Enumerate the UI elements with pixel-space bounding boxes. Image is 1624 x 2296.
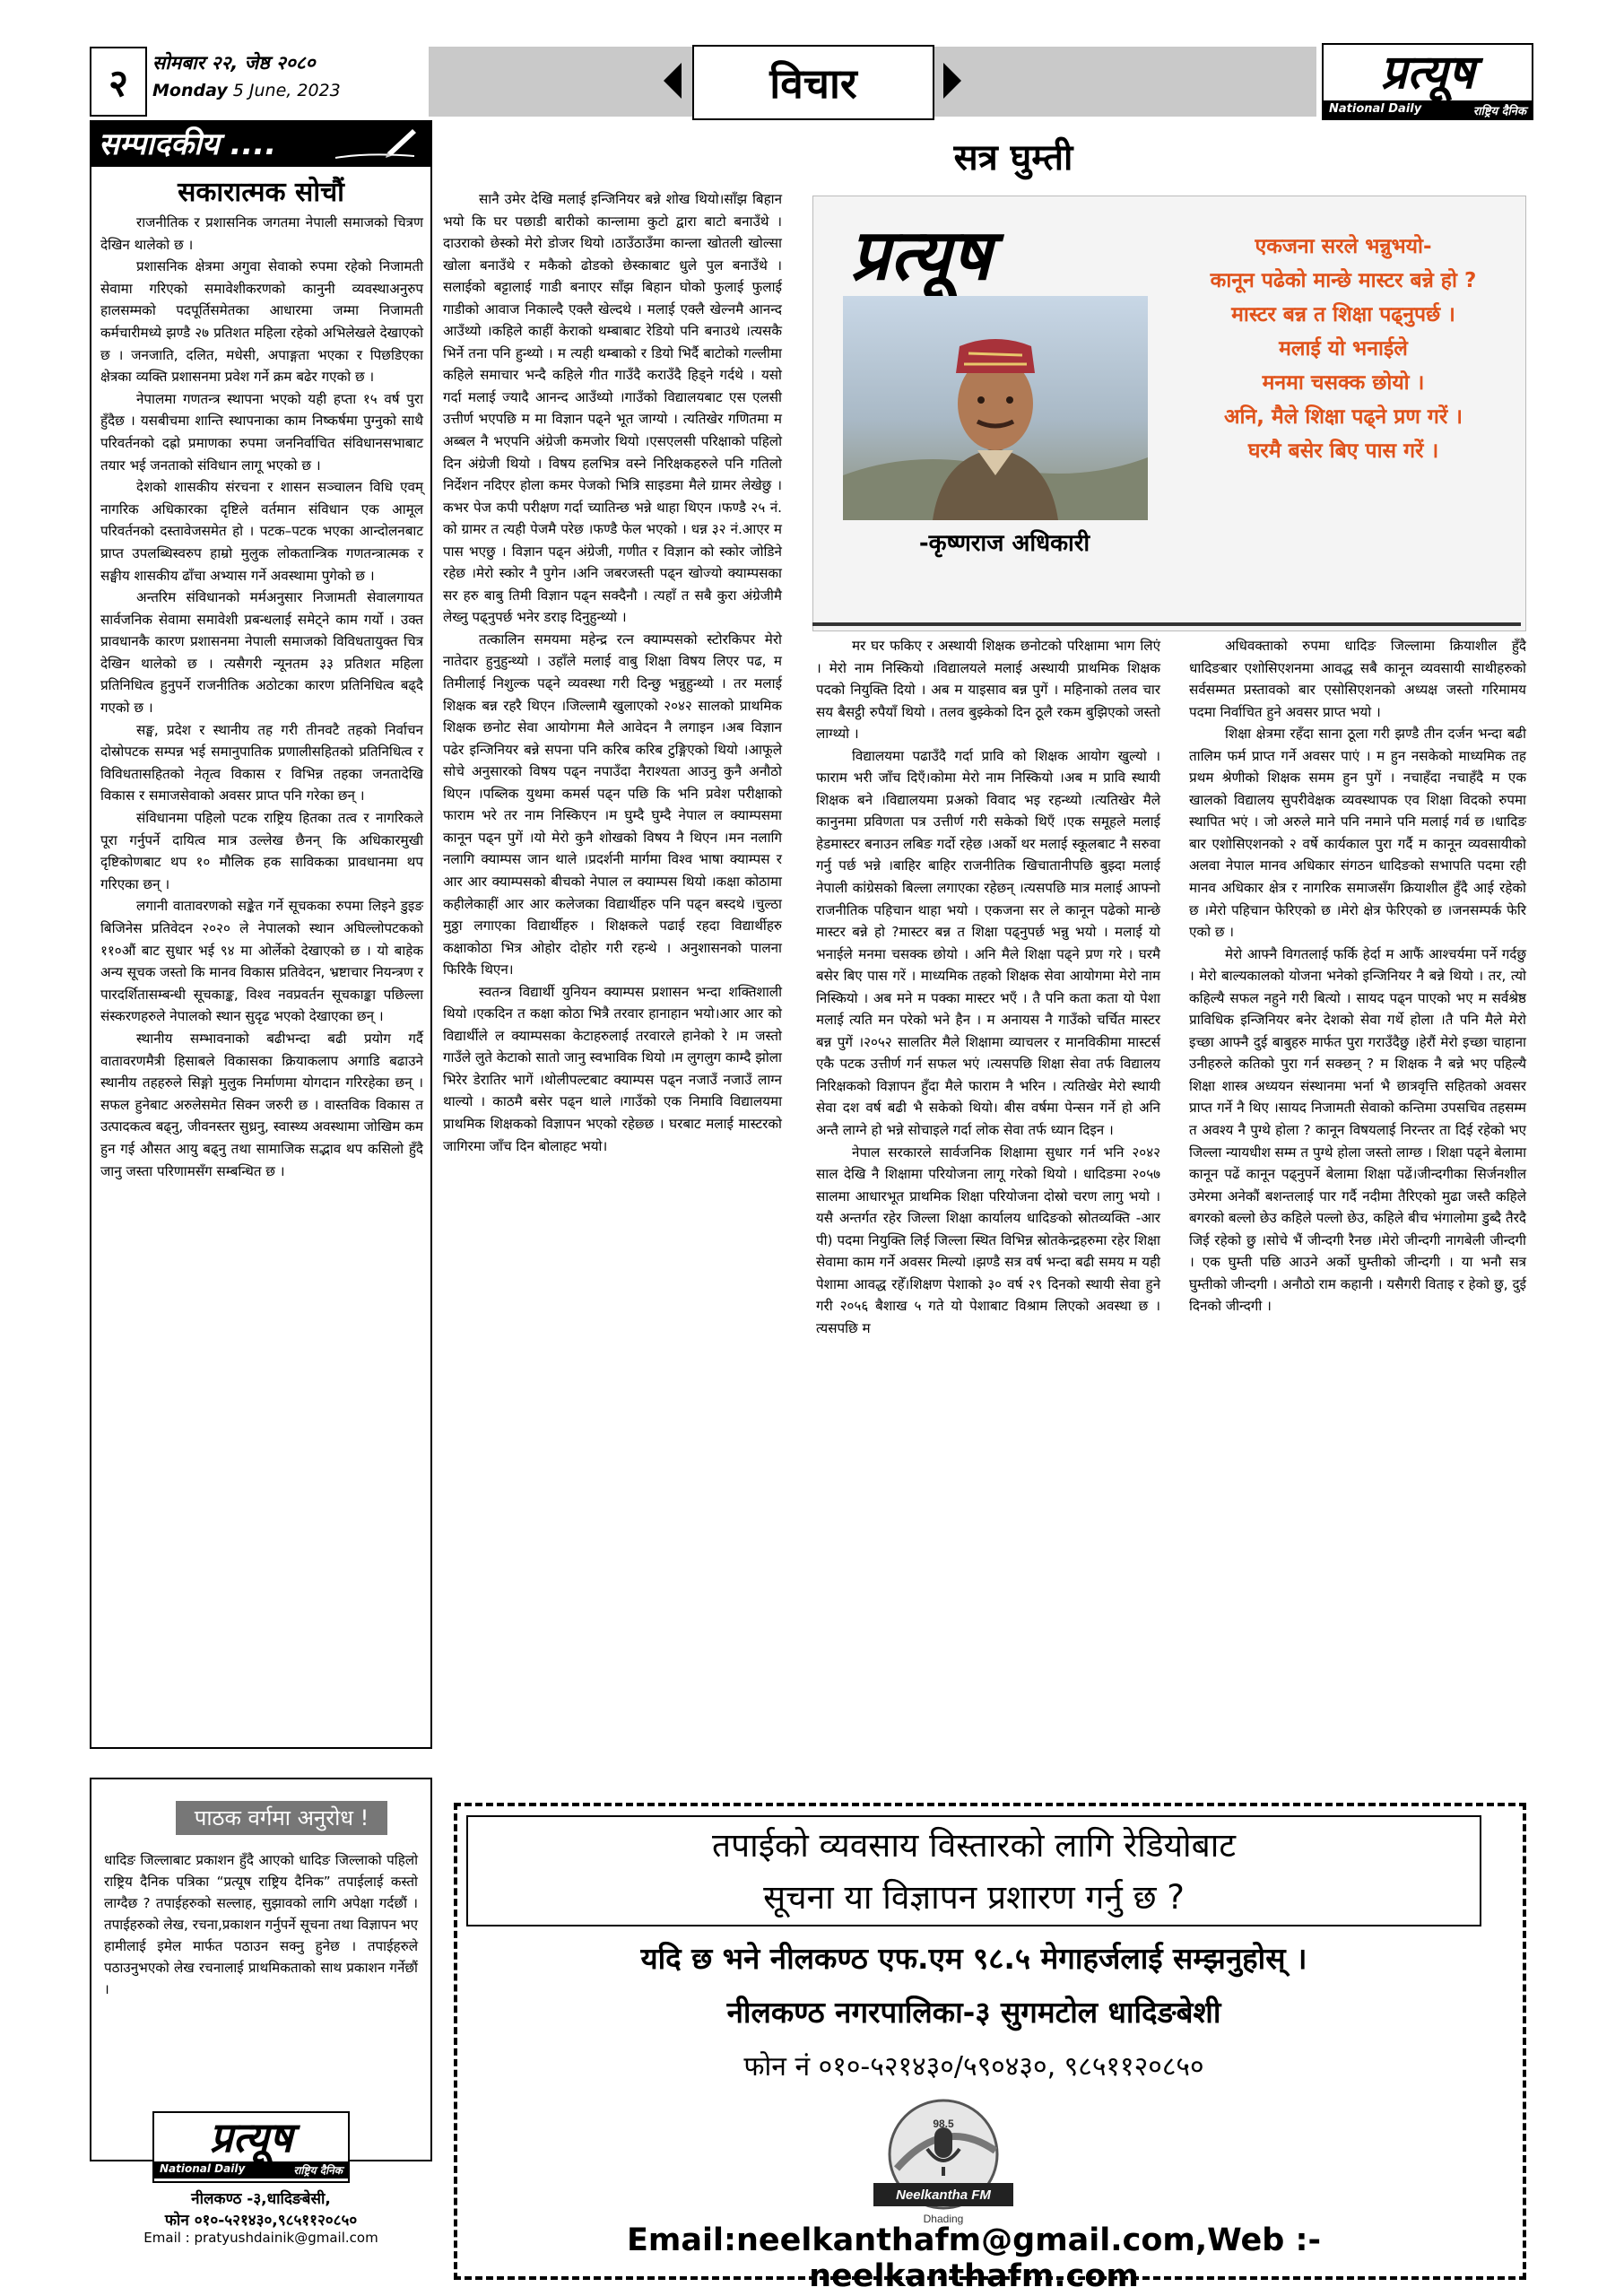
quote-line: कानून पढेको मान्छे मास्टर बन्ने हो ?: [1210, 269, 1477, 292]
date-english: [152, 81, 341, 100]
editorial-paragraph: संविधानमा पहिलो पटक राष्ट्रिय हितका तत्व र नागरिकले पूरा गर्नुपर्ने दायित्व मात्र उल्लेख छैनन् कि अधिकारमुखी दृष्टिकोणबाट थप १० मौलिक हक साविकका प्रावधानमा थप गरिएका छन् ।: [100, 810, 423, 892]
article-title: सत्र घुम्ती: [953, 137, 1073, 178]
article-column-1: [443, 188, 782, 1157]
quote-line: घरमै बसेर बिए पास गरें ।: [1247, 439, 1439, 463]
editorial-paragraph: स्थानीय सम्भावनाको बढीभन्दा बढी प्रयोग गर्दै वातावरणमैत्री हिसाबले विकासका क्रियाकलाप अगाडि बढाउने स्थानीय तहहरुले सिङ्गो मुलुक निर्माणमा योगदान गरिरहेका छन् । सफल हुनेबाट अरुलेसमेत सिक्न जरुरी छ । वास्तविक विकास त उत्पादकत्व बढ्नु, जीवनस्तर सुध्रनु, स्वास्थ्य अवस्थामा जोखिम कम हुन गई औसत आयु बढ्नु तथा सामाजिक सद्भाव थप कसिलो हुँदै जानु जस्ता परिणामसँग सम्बन्धित छ ।: [100, 1030, 423, 1179]
editorial-paragraph: प्रशासनिक क्षेत्रमा अगुवा सेवाको रुपमा रहेको निजामती सेवामा गरिएको समावेशीकरणको कानुनी व्यवस्थाअनुरुप हालसम्मको पदपूर्तिसमेतका आधारमा जम्मा निजामती कर्मचारीमध्ये झण्डै २७ प्रतिशत महिला रहेको अभिलेखले देखाएको छ । जनजाति, दलित, मधेसी, अपाङ्गता भएका र पिछडिएका क्षेत्रका व्यक्ति प्रशासनमा प्रवेश गर्ने क्रम बढेर गएको छ ।: [100, 258, 423, 386]
article-column-3: [1189, 635, 1526, 1318]
article-column-2: [816, 635, 1160, 1340]
author-photo-illustration: [843, 296, 1148, 520]
editorial-paragraph: सङ्घ, प्रदेश र स्थानीय तह गरी तीनवटै तहको निर्वाचन दोस्रोपटक सम्पन्न भई समानुपातिक प्रणालीसहितको प्रतिनिधित्व र विविधतासहितको नेतृत्व विकास र विभिन्न तहका जनतादेखि विकास र समाजसेवाको अवसर प्राप्त पनि गरेका छन् ।: [100, 721, 423, 804]
reader-notice-body: धादिङ जिल्लाबाट प्रकाशन हुँदै आएको धादिङ जिल्लाको पहिलो राष्ट्रिय दैनिक पत्रिका “प्रत्यूष राष्ट्रिय दैनिक” तपाईलाई कस्तो लाग्दैछ ? तपाईहरुको सल्लाह, सुझावको लागि अपेक्षा गर्दछौं । तपाईहरुको लेख, रचना,प्रकाशन गर्नुपर्ने सूचना तथा विज्ञापन भए हामीलाई इमेल मार्फत पठाउन सक्नु हुनेछ । तपाईहरुले पठाउनुभएको लेख रचनालाई प्राथमिकताको साथ प्रकाशन गर्नेछौं ।: [104, 1852, 418, 1997]
editorial-body: [100, 212, 423, 1182]
ad-line-2: सूचना या विज्ञापन प्रशारण गर्नु छ ?: [763, 1878, 1185, 1917]
ad-line-3: यदि छ भने नीलकण्ठ एफ.एम ९८.५ मेगाहर्जलाई सम्झनुहोस् ।: [640, 1941, 1307, 1976]
phone-line: फोन ०१०-५२१४३०,९८५११२०८५०: [164, 2212, 358, 2230]
reader-email: Email : pratyushdainik@gmail.com: [143, 2230, 378, 2246]
quote-line: मलाई यो भनाईले: [1279, 337, 1408, 361]
ad-line-5: फोन नं ०१०-५२१४३०/५९०४३०, ९८५११२०८५०: [743, 2051, 1204, 2083]
logo-sub-left: National Daily: [1329, 102, 1422, 116]
article-paragraph: अधिवक्ताको रुपमा धादिङ जिल्लामा क्रियाशील हुँदै धादिङबार एशोसिएशनमा आवद्ध सबै कानून व्यवसायी साथीहरुको सर्वसम्मत प्रस्तावको बार एसोसिएशनको अध्यक्ष जस्तो गरिमामय पदमा निर्वाचित हुने अवसर प्राप्त भयो ।: [1189, 638, 1526, 720]
pen-icon: [332, 126, 421, 163]
article-paragraph: मेरो आफ्नै विगतलाई फर्कि हेर्दा म आफैं आश्चर्यमा पर्ने गर्दछु । मेरो बाल्यकालको योजना भनेको इन्जिनियर नै बन्ने थियो । तर, त्यो कहिल्यै सफल नहुने गरी बित्यो । सायद पढ्न पाएको भए म सर्वश्रेष्ठ प्राविधिक इन्जिनियर बनेर देशको सेवा गर्थे होला ।तै पनि मैले मेरो इच्छा आफ्नै दुई बाबुहरु मार्फत पुरा गराउँदैछु ।हेरौं मेरो इच्छा चाहाना उनीहरुले कतिको पुरा गर्न सक्छन् ? म शिक्षक नै बन्ने भए पहिल्यै शिक्षा शास्त्र अध्ययन संस्थानमा भर्ना भै छात्रवृत्ति सहितको अवसर प्राप्त गर्ने नै थिए ।सायद निजामती सेवाको कन्तिमा उपसचिव तहसम्म त अवश्य नै पुग्थे होला ? कानून विषयलाई निरन्तर ता दिई रहेको भए जिल्ला न्यायधीश सम्म त पुग्थे होला जस्तो लाग्छ । शिक्षा पढ्ने बेलामा कानून पढें कानून पढ्नुपर्ने बेलामा शिक्षा पढें।जीन्दगीका सिर्जनशील उमेरमा अनेकौं बशन्तलाई पार गर्दै नदीमा तैरिएको मुढा जस्तै कहिले बगरको बल्लो छेउ कहिले पल्लो छेउ, कहिले बीच भंगालोमा डुब्दै तैरदै जिई रहेको छु ।सोचे भैं जीन्दगी रैनछ ।मेरो जीन्दगी नागबेली जीन्दगी । एक घुम्ती पछि आउने अर्को घुम्तीको जीन्दगी । या भनौ सत्र घुम्तीको जीन्दगी । अनौठो राम कहानी । यसैगरी विताइ र हेको छु, दुई दिनको जीन्दगी ।: [1189, 945, 1526, 1315]
article-paragraph: स्वतन्त्र विद्यार्थी युनियन क्याम्पस प्रशासन भन्दा शक्तिशाली थियो ।एकदिन त कक्षा कोठा भित्रै तरवार हानाहान भयो।आर आर को विद्यार्थीले ल क्याम्पसका केटाहरुलाई तरवारले हानेको रे ।म जस्तो गाउँले लुते केटाको सातो जानु स्वभाविक थियो ।म लुगलुग काम्दै झोला भिरेर डेरातिर भागें ।थोलीपल्टबाट क्याम्पस पढ्न नजाउँ नजाउँ लाग्न थाल्यो । काठमै बसेर पढ्न थाले ।गाउँको एक निमावि विद्यालयमा प्राथमिक शिक्षकको विज्ञापन भएको रहेछ्छ । घरबाट मलाई मास्टरको जागिरमा जाँच दिन बोलाहट भयो।: [443, 983, 782, 1154]
feature-logo: प्रत्यूष: [850, 214, 992, 296]
editorial-label: सम्पादकीय ....: [91, 122, 430, 167]
date-nepali: सोमबार २२, जेष्ठ २०८०: [152, 52, 316, 74]
feature-divider: [812, 622, 1521, 626]
article-paragraph: विद्यालयमा पढाउँदै गर्दा प्रावि को शिक्षक आयोग खुल्यो । फाराम भरी जाँच दिएँ।कोमा मेरो नाम निस्कियो ।अब म प्रावि स्थायी शिक्षक बने ।विद्यालयमा प्रअको विवाद भइ रहन्थ्यो ।त्यतिखेर मैले कानुनमा प्रविणता पत्र उत्तीर्ण गरी सकेको थिएँ ।एक समूहले मलाई हेडमास्टर बनाउन लबिङ गर्दो रहेछ ।अर्को थर मलाई स्कूलबाट नै सरुवा गर्नु पर्छ भन्ने ।बाहिर बाहिर राजनीतिक खिचातानीपछि बुझ्दा मलाई नेपाली कांग्रेसको बिल्ला लगाएका रहेछन् ।त्यसपछि मात्र मलाई आफ्नो राजनीतिक पहिचान थाहा भयो । एकजना सर ले कानून पढेको मान्छे मास्टर बन्ने हो ?मास्टर बन्न त शिक्षा पढ्नुपर्छ भन्नु भयो । मलाई यो भनाईले मनमा चसक्क छोयो । अनि मैले शिक्षा पढ्ने प्रण गरे । घरमै बसेर बिए पास गरें । माध्यमिक तहको शिक्षक सेवा आयोगमा मेरो नाम निस्कियो । अब मने म पक्का मास्टर भएँ । तै पनि कता कता यो पेशा मलाई त्यति मन परेको भने हैन । म अनायस नै गाउँको चर्चित मास्टर बन्न पुगें ।२०५२ सालतिर मैले शिक्षामा व्याचलर र मानविकीमा मास्टर्स एकै पटक उत्तीर्ण गर्न सफल भएं ।त्यसपछि शिक्षा सेवा तर्फ विद्यालय निरिक्षकको विज्ञापन हुँदा मैले फाराम नै भरिन । त्यतिखेर मेरो स्थायी सेवा दश वर्ष बढी भै सकेको थियो। बीस वर्षमा पेन्सन गर्ने हो अनि अन्तै लाग्ने हो भन्ने सोचाइले गर्दा लोक सेवा तर्फ ध्यान दिइन ।: [816, 747, 1160, 1139]
ad-contact-web: Email:neelkanthafm@gmail.com,Web :- neelkanthafm.com: [627, 2222, 1321, 2294]
author-photo: [843, 296, 1148, 520]
quote-line: एकजना सरले भन्नुभयो-: [1255, 235, 1432, 258]
ad-line-4: नीलकण्ठ नगरपालिका-३ सुगमटोल धादिङबेशी: [726, 1995, 1221, 2030]
date-day: Monday: [152, 81, 228, 100]
arrow-right-icon: [943, 63, 961, 99]
fm-name: Neelkantha FM: [896, 2187, 991, 2203]
logo-text: प्रत्यूष: [1380, 45, 1475, 100]
article-paragraph: सानै उमेर देखि मलाई इन्जिनियर बन्ने शोख थियो।साँझ बिहान भयो कि घर पछाडी बारीको कान्लामा कुटो द्वारा बाटो बनाउँथे । दाउराको छेस्को मेरो डोजर थियो ।ठाउँठाउँमा कान्ला खोतली खोल्सा खोला बनाउँथे र मकैको ढोडको छेस्काबाट धुले पुल बनाउँथे । सलाईको बट्टालाई गाडी बनाएर साँझ बिहान घोको फुलाई फुलाई गाडीको आवाज निकाल्दै एक्लै खेल्दथे । मलाई एक्लै खेल्नमै आनन्द आउँथ्यो ।कहिले काहीं केराको थम्बाबाट रेडियो पनि बनाउथे ।त्यसकै भिर्ने तना पनि हुन्थ्यो । म त्यही थम्बाको र डियो भिर्दै बाटोको गल्लीमा कहिले समाचार भन्दै कहिले गीत गाउँदै कराउँदै हिड्ने गर्दथे । यसो गर्दा मलाई ज्यादै आनन्द आउँथ्यो ।गाउँको विद्यालयबाट एस एलसी उत्तीर्ण भएपछि म मा विज्ञान पढ्ने भूत जाग्यो । त्यतिखेर गणितमा म अब्बल नै भएपनि अंग्रेजी कमजोर थियो ।एसएलसी परिक्षाको पहिलो दिन अंग्रेजी थियो । विषय हलभित्र वस्ने निरिक्षकहरुले पनि गतिलो निर्देशन नदिएर होला कमर पेजको भित्रि साइडमा मैले ग्रामर लेखेछु ।कभर पेज कपी परीक्षण गर्दा च्यातिन्छ भन्ने थाहा थिएन ।फण्डै २५ नं. को ग्रामर त त्यही पेजमै परेछ ।फण्डै फेल भएको । धन्न ३२ नं.आएर म पास भएछु । विज्ञान पढ्न अंग्रेजी, गणीत र विज्ञान को स्कोर जोडिने रहेछ ।मेरो स्कोर नै पुगेन ।अनि जबरजस्ती पढ्न खोज्यो क्याम्पसका सर हरु बाबु तिमी विज्ञान पढ्न सक्दैनौ । त्यहाँ त सबै कुरा अंग्रेजीमै लेख्नु पढ्नुपर्छ भनेर डराइ दिनुहुन्थ्यो ।: [443, 191, 782, 626]
logo-sub-right: राष्ट्रिय दैनिक: [293, 2164, 343, 2177]
pull-quote: [1168, 230, 1519, 538]
article-paragraph: नेपाल सरकारले सार्वजनिक शिक्षामा सुधार गर्न भनि २०४२ साल देखि नै शिक्षामा परियोजना लागू गरेको थियो । धादिङमा २०५७ सालमा आधारभूत प्राथमिक शिक्षा परियोजना दोस्रो चरण लागु भयो । यसै अन्तर्गत रहेर जिल्ला शिक्षा कार्यालय धादिङको स्रोतव्यक्ति -आर पी) पदमा नियुक्ति लिई जिल्ला स्थित विभिन्न स्रोतकेन्द्रहरुमा रहेर शिक्षा सेवामा काम गर्ने अवसर मिल्यो ।झण्डै सत्र वर्ष भन्दा बढी समय म यही पेशामा आवद्ध रहेँ।शिक्षण पेशाको ३० वर्ष २९ दिनको स्थायी सेवा हुने गरी २०५६ बैशाख ५ गते यो पेशाबाट विश्राम लिएको अवस्था छ । त्यसपछि म: [816, 1144, 1160, 1336]
reader-address: [90, 2188, 432, 2231]
quote-line: अनि, मैले शिक्षा पढ्ने प्रण गरें ।: [1223, 405, 1463, 429]
logo-sub-right: राष्ट्रिय दैनिक: [1472, 105, 1526, 118]
arrow-left-icon: [664, 63, 682, 99]
address-line: नीलकण्ठ -३,धादिङबेसी,: [191, 2190, 331, 2208]
author-name: -कृष्णराज अधिकारी: [918, 530, 1090, 557]
editorial-paragraph: अन्तरिम संविधानको मर्मअनुसार निजामती सेवालगायत सार्वजनिक सेवामा समावेशी प्रबन्धलाई समेट्ने काम गर्यो । उक्त प्रावधानकै कारण प्रशासनमा नेपाली समाजको विविधतायुक्त चित्र देखिन थालेको छ । त्यसैगरी न्यूनतम ३३ प्रतिशत महिला प्रतिनिधित्व हुनुपर्ने राजनीतिक अठोटका कारण प्रतिनिधित्व बढ्दै गएको छ ।: [100, 589, 423, 717]
section-title: विचार: [692, 45, 934, 120]
date-value: 5 June, 2023: [232, 81, 341, 100]
editorial-paragraph: देशको शासकीय संरचना र शासन सञ्चालन विधि एवम् नागरिक अधिकारका दृष्टिले वर्तमान संविधान एक आमूल परिवर्तनको दस्तावेजसमेत हो । पटक–पटक भएका आन्दोलनबाट प्राप्त उपलब्धिस्वरुप हाम्रो मुलुक लोकतान्त्रिक गणतन्त्रात्मक र सङ्घीय शासकीय ढाँचा अभ्यास गर्ने अवस्थामा पुगेको छ ।: [100, 479, 423, 584]
fm-place: Dhading: [923, 2213, 964, 2225]
reader-logo: [152, 2111, 350, 2183]
logo-sub-left: National Daily: [160, 2162, 246, 2175]
editorial-title: सकारात्मक सोचौं: [178, 177, 344, 208]
editorial-paragraph: राजनीतिक र प्रशासनिक जगतमा नेपाली समाजको चित्रण देखिन थालेको छ ।: [100, 214, 423, 253]
quote-line: मास्टर बन्न त शिक्षा पढ्नुपर्छ ।: [1231, 303, 1455, 326]
fm-frequency: 98.5: [933, 2118, 954, 2130]
editorial-paragraph: नेपालमा गणतन्त्र स्थापना भएको यही हप्ता १५ वर्ष पुरा हुँदैछ । यसबीचमा शान्ति स्थापनाका काम निष्कर्षमा पुग्नुको साथै परिवर्तनको दह्रो प्रमाणका रुपमा जननिर्वाचित संविधानसभाबाट तयार भई जनताको संविधान लागू भएको छ ।: [100, 390, 423, 474]
quote-line: मनमा चसक्क छोयो ।: [1262, 371, 1425, 395]
article-paragraph: तत्कालिन समयमा महेन्द्र रत्न क्याम्पसको स्टोरकिपर मेरो नातेदार हुनुहुन्थ्यो । उहाँले मलाई वाबु शिक्षा विषय लिएर पढ, म तिमीलाई निशुल्क पढ्ने व्यवस्था गरी दिन्छु भन्नुहुन्थ्यो । तर मलाई शिक्षक बन्न रहरै थिएन ।जिल्लामै खुलाएको २०४२ सालको प्राथमिक शिक्षक छनोट सेवा आयोगमा मैले आवेदन नै लगाइन ।अब विज्ञान पढेर इन्जिनियर बन्ने सपना पनि करिब करिब टुङ्गिएको थियो ।आफूले सोचे अनुसारको विषय पढ्न नपाउँदा नैराश्यता आउनु कुनै अनौठो थिएन ।पब्लिक युथमा कमर्स पढ्न पछि कि भनि प्रवेश परीक्षाको फाराम भरे तर नाम निस्किएन ।म घुम्दै घुम्दै नेपाल ल क्याम्पसमा कानून पढ्न पुगें ।यो मेरो कुनै शोखको विषय नै थिएन ।मन नलागि नलागि क्याम्पस जान थाले ।प्रदर्शनी मार्गमा विश्व भाषा क्याम्पस र आर आर क्याम्पसको बीचको नेपाल ल क्याम्पस थियो ।कक्षा कोठामा कहीलेकाहीं आर आर कलेजका विद्यार्थीहरु पनि पढ्न बस्दथे ।चुल्ठा मुठ्ठा लगाएका विद्यार्थीहरु । शिक्षकले पढाई रहदा विद्यार्थीहरु कक्षाकोठा भित्र ओहोर दोहोर गरी रहन्थे । अनुशासनको पालना फिरिकै थिएन।: [443, 631, 782, 978]
logo-text: प्रत्यूष: [209, 2113, 293, 2161]
masthead-logo: [1322, 43, 1533, 120]
article-paragraph: शिक्षा क्षेत्रमा रहँदा साना ठूला गरी झण्डै तीन दर्जन भन्दा बढी तालिम फर्म प्राप्त गर्ने अवसर पाएं । म हुन नसकेको माध्यमिक तह प्रथम श्रेणीको शिक्षक समम हुन पुगें । नचाहँदा नचाहँदै म एक खालको विद्यालय सुपरीवेक्षक व्यवस्थापक एव शिक्षा विदको रुपमा स्थापित भएं । जो अरुले माने पनि नमाने पनि मलाई गर्व छ ।धादिङ बार एशोसिएशनको २ वर्षे कार्यकाल पुरा गर्दै म कानून व्यवसायीको अलवा नेपाल मानव अधिकार संगठन धादिङको सभापति पदमा रही मानव अधिकार क्षेत्र र नागरिक समाजसँग क्रियाशील हुँदै आई रहेको छ ।मेरो पहिचान फेरिएको छ ।मेरो क्षेत्र फेरिएको छ ।जनसम्पर्क फेरि एको छ ।: [1189, 726, 1526, 941]
article-paragraph: मर घर फकिए र अस्थायी शिक्षक छनोटको परिक्षामा भाग लिएं । मेरो नाम निस्कियो ।विद्यालयले मलाई अस्थायी प्राथमिक शिक्षक पदको नियुक्ति दियो । अब म याइसाव बन्न पुगें । महिनाको तलव चार सय बैसट्ठी रुपैयाँ थियो । तलव बुझ्केको दिन ठूलै रकम बुझिएको जस्तो लाग्थ्यो ।: [816, 638, 1160, 743]
editorial-paragraph: लगानी वातावरणको सङ्केत गर्ने सूचकका रुपमा लिइने डुइङ बिजिनेस प्रतिवेदन २०२० ले नेपालको स्थान अघिल्लोपटकको ११०औं बाट सुधार भई ९४ मा ओर्लेको देखाएको छ । यो बाहेक अन्य सूचक जस्तो कि मानव विकास प्रतिवेदन, भ्रष्टाचार नियन्त्रण र पारदर्शितासम्बन्धी सूचकाङ्क, विश्व नवप्रवर्तन सूचकाङ्का पछिल्ला संस्करणहरुले नेपालको स्थान सुदृढ भएको देखाएका छन् ।: [100, 898, 423, 1025]
ad-line-1: तपाईको व्यवसाय विस्तारको लागि रेडियोबाट: [712, 1826, 1236, 1865]
logo-subtitle: [1324, 100, 1532, 120]
reader-notice-heading: पाठक वर्गमा अनुरोध !: [176, 1801, 387, 1835]
fm-logo: [861, 2097, 1026, 2231]
page-number: २: [90, 47, 147, 117]
logo-subtitle: [154, 2161, 348, 2179]
